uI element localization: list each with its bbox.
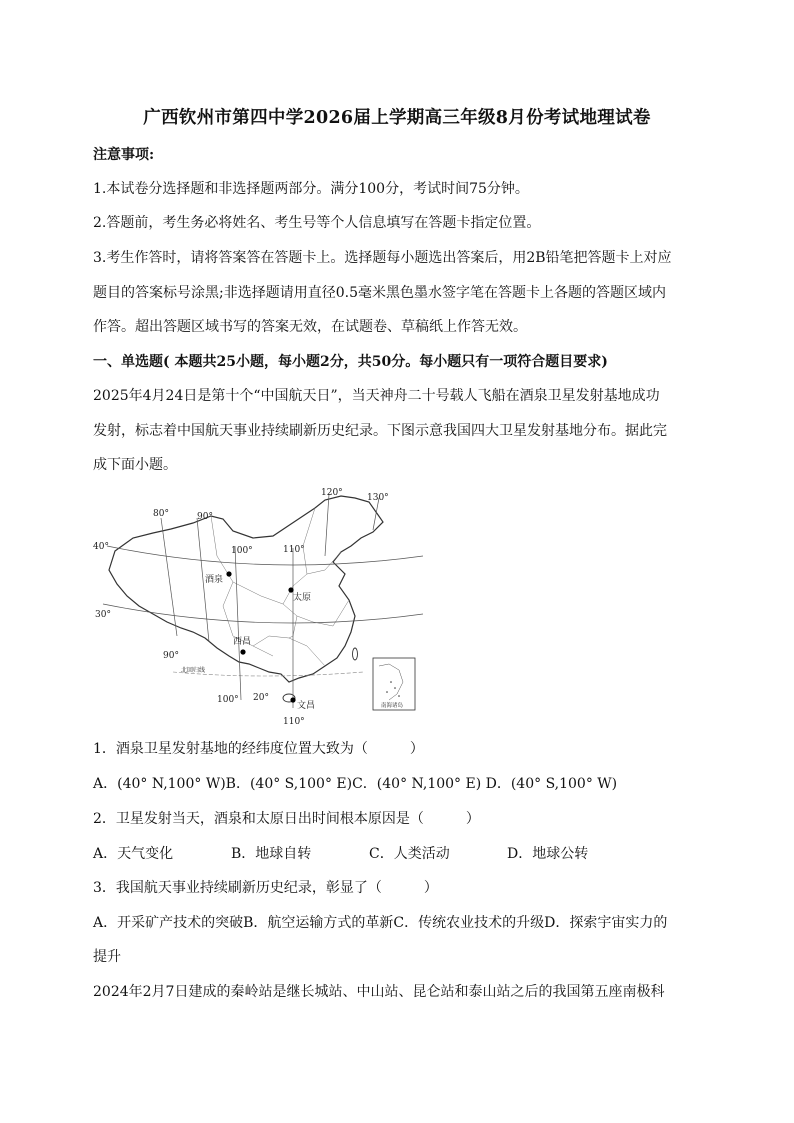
notice-item-2: 2.答题前，考生务必将姓名、考生号等个人信息填写在答题卡指定位置。	[93, 215, 541, 231]
site-marker-taiyuan	[288, 587, 293, 592]
notice-heading: 注意事项:	[93, 147, 155, 163]
lon-label: 130°	[367, 493, 389, 503]
lon-label: 110°	[283, 545, 305, 555]
section-heading: 一、单选题( 本题共25小题，每小题2分，共50分。每小题只有一项符合题目要求)	[93, 354, 608, 370]
option-c: C．人类活动	[369, 846, 450, 862]
notice-item-3-end: 作答。超出答题区域书写的答案无效，在试题卷、草稿纸上作答无效。	[93, 319, 527, 335]
tropic-label: 北回归线	[181, 667, 206, 674]
site-marker-jiuquan	[226, 571, 231, 576]
notice-item-3-cont: 题目的答案标号涂黑;非选择题请用直径0.5毫米黑色墨水签字笔在答题卡上各题的答题区域内	[93, 285, 666, 301]
inset-label: 南海诸岛	[381, 703, 404, 709]
lon-label: 100°	[231, 546, 253, 556]
option-b: B．地球自转	[231, 846, 312, 862]
question-1-options: A．(40° N,100° W)B．(40° S,100° E)C．(40° N,100° E) D．(40° S,100° W)	[93, 776, 618, 792]
passage-2-line-1: 2024年2月7日建成的秦岭站是继长城站、中山站、昆仑站和泰山站之后的我国第五座南极科	[93, 984, 665, 1000]
exam-title: 广西钦州市第四中学2026届上学期高三年级8月份考试地理试卷	[143, 108, 651, 128]
launch-sites-map	[93, 486, 438, 726]
lon-label: 90°	[197, 512, 213, 522]
site-marker-wenchang	[290, 697, 295, 702]
site-label-taiyuan: 太原	[293, 593, 312, 603]
lon-label: 90°	[163, 651, 179, 661]
passage-line-1: 2025年4月24日是第十个“中国航天日”，当天神舟二十号载人飞船在酒泉卫星发射基地成功	[93, 388, 660, 404]
china-outline	[109, 496, 383, 682]
question-3-options: A．开采矿产技术的突破B．航空运输方式的革新C．传统农业技术的升级D．探索宇宙实力的	[93, 915, 668, 931]
site-label-jiuquan: 酒泉	[205, 575, 224, 585]
lon-label: 100°	[217, 695, 239, 705]
site-label-wenchang: 文昌	[297, 701, 316, 711]
lon-label: 120°	[321, 488, 343, 498]
site-label-xichang: 西昌	[233, 637, 252, 647]
lon-label: 110°	[283, 717, 305, 726]
notice-item-3: 3.考生作答时，请将答案答在答题卡上。选择题每小题选出答案后，用2B铅笔把答题卡上对应	[93, 250, 672, 266]
site-marker-xichang	[240, 649, 245, 654]
option-d: D．地球公转	[507, 846, 589, 862]
question-3-options-wrap: 提升	[93, 949, 121, 965]
question-1-stem: 1．酒泉卫星发射基地的经纬度位置大致为（ ）	[93, 741, 424, 757]
notice-item-1: 1.本试卷分选择题和非选择题两部分。满分100分，考试时间75分钟。	[93, 181, 529, 197]
lat-label: 30°	[95, 610, 111, 620]
lon-label: 80°	[153, 509, 169, 519]
question-3-stem: 3．我国航天事业持续刷新历史纪录，彰显了（ ）	[93, 880, 438, 896]
passage-line-2: 发射，标志着中国航天事业持续刷新历史纪录。下图示意我国四大卫星发射基地分布。据此完	[93, 423, 667, 439]
lat-label: 20°	[253, 693, 269, 703]
question-2-stem: 2．卫星发射当天，酒泉和太原日出时间根本原因是（ ）	[93, 811, 480, 827]
option-a: A．天气变化	[93, 846, 174, 862]
question-2-options	[93, 845, 693, 863]
passage-line-3: 成下面小题。	[93, 457, 177, 473]
lat-label: 40°	[93, 542, 109, 552]
